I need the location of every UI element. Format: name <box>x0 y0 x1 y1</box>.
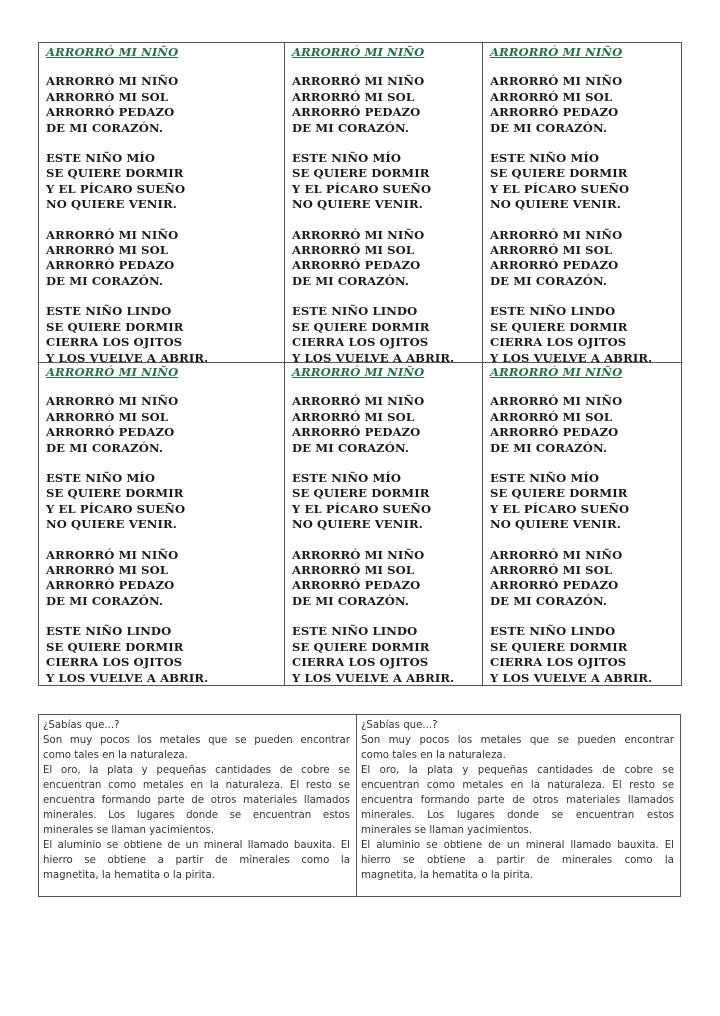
song-line: ARRORRÓ MI NIÑO <box>292 74 425 89</box>
song-stanza <box>490 151 681 213</box>
did-you-know-cell-right <box>357 715 680 896</box>
song-title: ARRORRÓ MI NIÑO <box>292 365 425 379</box>
song-card <box>39 363 285 685</box>
song-line: SE QUIERE DORMIR <box>292 319 430 334</box>
song-line: Y EL PÍCARO SUEÑO <box>292 501 432 516</box>
song-line: ARRORRÓ PEDAZO <box>490 258 619 273</box>
song-line: ARRORRÓ MI SOL <box>490 243 613 258</box>
song-line: DE MI CORAZÓN. <box>490 273 608 288</box>
song-line: ARRORRÓ PEDAZO <box>46 578 175 593</box>
song-title: ARRORRÓ MI NIÑO <box>490 365 623 379</box>
song-line: ARRORRÓ MI NIÑO <box>292 547 425 562</box>
song-title: ARRORRÓ MI NIÑO <box>46 45 179 59</box>
song-line: ESTE NIÑO LINDO <box>490 624 616 639</box>
song-line: ARRORRÓ MI NIÑO <box>490 227 623 242</box>
song-line: Y LOS VUELVE A ABRIR. <box>292 670 455 685</box>
song-title: ARRORRÓ MI NIÑO <box>490 45 623 59</box>
did-you-know-line: hierro se obtiene a partir de minerales como la <box>43 855 350 866</box>
song-stanza <box>490 304 681 363</box>
song-line: SE QUIERE DORMIR <box>490 486 628 501</box>
song-stanza <box>490 228 681 290</box>
song-stanza <box>46 624 284 685</box>
song-stanza <box>490 74 681 136</box>
song-title: ARRORRÓ MI NIÑO <box>292 45 425 59</box>
song-card <box>285 43 483 363</box>
did-you-know-line: encuentran como metales en la naturaleza. El resto se <box>361 780 674 791</box>
song-line: ARRORRÓ MI NIÑO <box>46 74 179 89</box>
did-you-know-line: hierro se obtiene a partir de minerales como la <box>361 855 674 866</box>
song-line: ESTE NIÑO MÍO <box>490 471 600 486</box>
song-line: ARRORRÓ MI SOL <box>292 409 415 424</box>
song-line: CIERRA LOS OJITOS <box>292 655 429 670</box>
song-title: ARRORRÓ MI NIÑO <box>46 365 179 379</box>
song-card <box>285 363 483 685</box>
did-you-know-table <box>38 714 681 897</box>
song-line: NO QUIERE VENIR. <box>292 197 423 212</box>
song-line: NO QUIERE VENIR. <box>490 517 621 532</box>
song-line: Y EL PÍCARO SUEÑO <box>490 501 630 516</box>
song-stanza <box>490 548 681 610</box>
did-you-know-line: El oro, la plata y pequeñas cantidades de cobre se <box>361 765 674 776</box>
did-you-know-line: minerales. Los lugares donde se encuentran estos <box>361 810 674 821</box>
song-line: DE MI CORAZÓN. <box>46 593 164 608</box>
song-line: DE MI CORAZÓN. <box>292 120 410 135</box>
song-line: ARRORRÓ MI NIÑO <box>292 227 425 242</box>
song-line: NO QUIERE VENIR. <box>292 517 423 532</box>
did-you-know-line: encuentra formando parte de otros materiales llamados <box>43 795 350 806</box>
song-line: ARRORRÓ MI SOL <box>46 89 169 104</box>
song-stanza <box>46 548 284 610</box>
song-line: ARRORRÓ PEDAZO <box>292 578 421 593</box>
did-you-know-line: magnetita, la hematita o la pirita. <box>361 870 533 881</box>
song-stanza <box>46 74 284 136</box>
song-card <box>483 43 681 363</box>
song-line: ARRORRÓ MI SOL <box>292 243 415 258</box>
did-you-know-line: encuentran como metales en la naturaleza. El resto se <box>43 780 350 791</box>
song-stanza <box>292 304 482 363</box>
song-line: CIERRA LOS OJITOS <box>490 655 627 670</box>
song-card <box>39 43 285 363</box>
song-line: DE MI CORAZÓN. <box>490 440 608 455</box>
song-stanza <box>292 471 482 533</box>
song-line: ARRORRÓ PEDAZO <box>46 425 175 440</box>
song-line: ESTE NIÑO LINDO <box>292 624 418 639</box>
song-line: DE MI CORAZÓN. <box>46 440 164 455</box>
song-line: SE QUIERE DORMIR <box>46 319 184 334</box>
song-line: ARRORRÓ MI NIÑO <box>46 394 179 409</box>
song-line: ARRORRÓ MI SOL <box>46 243 169 258</box>
song-line: ESTE NIÑO MÍO <box>292 471 402 486</box>
song-line: NO QUIERE VENIR. <box>46 517 177 532</box>
song-stanza <box>490 624 681 685</box>
song-stanza <box>292 74 482 136</box>
song-line: ARRORRÓ MI NIÑO <box>292 394 425 409</box>
did-you-know-line: Son muy pocos los metales que se pueden encontrar <box>361 735 674 746</box>
song-cards-grid <box>38 42 682 686</box>
song-line: ARRORRÓ MI NIÑO <box>46 227 179 242</box>
song-line: ARRORRÓ PEDAZO <box>292 258 421 273</box>
song-line: SE QUIERE DORMIR <box>292 166 430 181</box>
song-line: DE MI CORAZÓN. <box>46 273 164 288</box>
song-line: DE MI CORAZÓN. <box>292 440 410 455</box>
song-line: SE QUIERE DORMIR <box>490 319 628 334</box>
song-line: ARRORRÓ PEDAZO <box>46 105 175 120</box>
song-line: SE QUIERE DORMIR <box>46 166 184 181</box>
did-you-know-line: Son muy pocos los metales que se pueden encontrar <box>43 735 350 746</box>
song-stanza <box>46 394 284 456</box>
song-line: DE MI CORAZÓN. <box>292 273 410 288</box>
song-line: ESTE NIÑO MÍO <box>292 151 402 166</box>
song-line: ARRORRÓ PEDAZO <box>490 425 619 440</box>
song-stanza <box>46 304 284 363</box>
song-stanza <box>490 471 681 533</box>
did-you-know-line: El oro, la plata y pequeñas cantidades de cobre se <box>43 765 350 776</box>
song-stanza <box>292 548 482 610</box>
did-you-know-line: El aluminio se obtiene de un mineral llamado bauxita. El <box>361 840 674 851</box>
did-you-know-line: minerales se llaman yacimientos. <box>361 825 533 836</box>
song-line: CIERRA LOS OJITOS <box>46 655 183 670</box>
song-card <box>483 363 681 685</box>
song-line: NO QUIERE VENIR. <box>490 197 621 212</box>
song-line: DE MI CORAZÓN. <box>490 593 608 608</box>
did-you-know-cell-left <box>39 715 357 896</box>
song-line: Y LOS VUELVE A ABRIR. <box>490 350 653 363</box>
song-line: SE QUIERE DORMIR <box>46 486 184 501</box>
song-line: Y EL PÍCARO SUEÑO <box>46 501 186 516</box>
song-line: ARRORRÓ MI SOL <box>46 409 169 424</box>
did-you-know-heading: ¿Sabías que...? <box>361 720 438 731</box>
song-line: ARRORRÓ MI SOL <box>490 89 613 104</box>
song-line: Y EL PÍCARO SUEÑO <box>292 181 432 196</box>
song-line: ARRORRÓ PEDAZO <box>490 105 619 120</box>
song-line: CIERRA LOS OJITOS <box>46 335 183 350</box>
song-line: ARRORRÓ MI SOL <box>46 563 169 578</box>
song-line: Y EL PÍCARO SUEÑO <box>490 181 630 196</box>
did-you-know-line: minerales se llaman yacimientos. <box>43 825 215 836</box>
song-line: DE MI CORAZÓN. <box>292 593 410 608</box>
song-line: DE MI CORAZÓN. <box>490 120 608 135</box>
song-line: ARRORRÓ PEDAZO <box>490 578 619 593</box>
song-stanza <box>46 151 284 213</box>
song-line: NO QUIERE VENIR. <box>46 197 177 212</box>
song-stanza <box>292 228 482 290</box>
song-line: SE QUIERE DORMIR <box>292 486 430 501</box>
did-you-know-line: El aluminio se obtiene de un mineral llamado bauxita. El <box>43 840 350 851</box>
did-you-know-line: magnetita, la hematita o la pirita. <box>43 870 215 881</box>
song-line: ARRORRÓ MI SOL <box>292 563 415 578</box>
song-line: SE QUIERE DORMIR <box>46 639 184 654</box>
song-line: CIERRA LOS OJITOS <box>292 335 429 350</box>
song-line: Y LOS VUELVE A ABRIR. <box>46 350 209 363</box>
song-line: ESTE NIÑO MÍO <box>46 151 156 166</box>
song-line: ARRORRÓ MI SOL <box>490 563 613 578</box>
song-line: SE QUIERE DORMIR <box>490 166 628 181</box>
song-line: ESTE NIÑO LINDO <box>46 624 172 639</box>
song-line: ARRORRÓ PEDAZO <box>46 258 175 273</box>
song-line: ESTE NIÑO MÍO <box>46 471 156 486</box>
song-line: ARRORRÓ MI SOL <box>292 89 415 104</box>
song-line: ARRORRÓ MI NIÑO <box>490 547 623 562</box>
song-line: Y LOS VUELVE A ABRIR. <box>46 670 209 685</box>
did-you-know-heading: ¿Sabías que...? <box>43 720 120 731</box>
song-stanza <box>292 394 482 456</box>
song-line: ESTE NIÑO LINDO <box>46 304 172 319</box>
song-line: Y LOS VUELVE A ABRIR. <box>490 670 653 685</box>
song-line: ARRORRÓ PEDAZO <box>292 105 421 120</box>
did-you-know-line: como tales en la naturaleza. <box>43 750 188 761</box>
song-stanza <box>292 151 482 213</box>
song-line: SE QUIERE DORMIR <box>490 639 628 654</box>
did-you-know-line: encuentra formando parte de otros materiales llamados <box>361 795 674 806</box>
song-line: Y EL PÍCARO SUEÑO <box>46 181 186 196</box>
song-line: SE QUIERE DORMIR <box>292 639 430 654</box>
song-line: CIERRA LOS OJITOS <box>490 335 627 350</box>
song-line: ARRORRÓ MI NIÑO <box>46 547 179 562</box>
song-stanza <box>490 394 681 456</box>
song-line: ESTE NIÑO LINDO <box>490 304 616 319</box>
song-line: DE MI CORAZÓN. <box>46 120 164 135</box>
song-stanza <box>292 624 482 685</box>
song-stanza <box>46 228 284 290</box>
song-line: Y LOS VUELVE A ABRIR. <box>292 350 455 363</box>
song-line: ARRORRÓ MI NIÑO <box>490 394 623 409</box>
song-line: ARRORRÓ MI NIÑO <box>490 74 623 89</box>
song-line: ARRORRÓ MI SOL <box>490 409 613 424</box>
song-line: ESTE NIÑO MÍO <box>490 151 600 166</box>
song-line: ESTE NIÑO LINDO <box>292 304 418 319</box>
song-line: ARRORRÓ PEDAZO <box>292 425 421 440</box>
did-you-know-line: como tales en la naturaleza. <box>361 750 506 761</box>
song-stanza <box>46 471 284 533</box>
did-you-know-line: minerales. Los lugares donde se encuentran estos <box>43 810 350 821</box>
